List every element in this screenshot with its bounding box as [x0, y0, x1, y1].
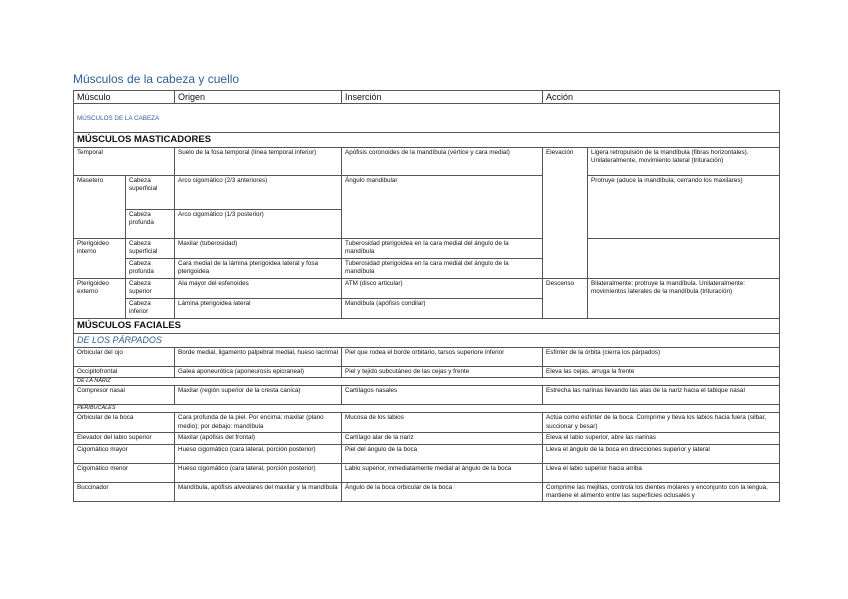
subsection-faciales: MÚSCULOS FACIALES — [74, 319, 780, 334]
muscle-head: Cabeza superficial — [126, 239, 175, 259]
muscle-accion: Protruye (aduce la mandíbula, cerrando los maxilares) — [588, 176, 780, 239]
muscle-insercion: Mandíbula (apófisis condilar) — [342, 299, 543, 319]
section-row — [74, 104, 780, 133]
table-row — [74, 176, 780, 210]
muscle-name: Cigomático menor — [74, 463, 175, 482]
muscles-table — [73, 90, 780, 502]
group-parpados: DE LOS PÁRPADOS — [74, 334, 780, 348]
muscle-origen: Borde medial, ligamento palpebral medial, hueso lacrimal — [175, 348, 342, 367]
muscle-head: Cabeza profunda — [126, 210, 175, 239]
muscle-head: Cabeza superficial — [126, 176, 175, 210]
muscle-origen: Mandíbula, apófisis alveolares del maxilar y la mandíbula — [175, 482, 342, 502]
muscle-head: Cabeza inferior — [126, 299, 175, 319]
muscle-origen: Hueso cigomático (cara lateral, porción posterior) — [175, 463, 342, 482]
muscle-accion: Lleva el labio superior hacia arriba — [543, 463, 780, 482]
muscle-head: Cabeza profunda — [126, 259, 175, 279]
muscle-accion: Estrecha las narinas llevando las alas de la nariz hacia el tabique nasal — [543, 386, 780, 405]
subsection-row — [74, 319, 780, 334]
muscle-accion: Actúa como esfínter de la boca. Comprime y lleva los labios hacia fuera (silbar, succionar y besar) — [543, 413, 780, 433]
muscle-insercion: Piel y tejido subcutáneo de las cejas y frente — [342, 367, 543, 378]
table-header-row — [74, 91, 780, 104]
table-row — [74, 413, 780, 433]
muscle-name: Cigomático mayor — [74, 444, 175, 463]
muscle-name: Buccinador — [74, 482, 175, 502]
muscle-insercion: Tuberosidad pterigoidea en la cara medial del ángulo de la mandíbula — [342, 239, 543, 259]
muscle-accion: Eleva las cejas, arruga la frente — [543, 367, 780, 378]
muscle-origen: Maxilar (apófisis del frontal) — [175, 433, 342, 444]
muscle-origen: Hueso cigomático (cara lateral, porción posterior) — [175, 444, 342, 463]
muscle-origen: Cara profunda de la piel. Por encima: maxilar (plano medio); por debajo: mandíbula — [175, 413, 342, 433]
muscle-origen: Galea aponeurótica (aponeurosis epicraneal) — [175, 367, 342, 378]
muscle-name: Masetero — [74, 176, 126, 239]
muscle-origen: Arco cigomático (1/3 posterior) — [175, 210, 342, 239]
muscle-origen: Ala mayor del esfenoides — [175, 279, 342, 299]
header-insercion: Inserción — [342, 91, 543, 104]
muscle-origen: Suelo de la fosa temporal (línea temporal inferior) — [175, 148, 342, 176]
muscle-name: Elevador del labio superior — [74, 433, 175, 444]
table-row — [74, 444, 780, 463]
table-row — [74, 482, 780, 502]
muscle-insercion: Piel que rodea el borde orbitario, tarsos superiore inferior — [342, 348, 543, 367]
muscle-accion: Bilateralmente: protruye la mandíbula. Unilateralmente: movimientos laterales de la mandíbula (trituración) — [588, 279, 780, 319]
muscle-origen: Maxilar (región superior de la cresta canica) — [175, 386, 342, 405]
section-title-cabeza: MÚSCULOS DE LA CABEZA — [74, 104, 780, 133]
header-accion: Acción — [543, 91, 780, 104]
muscle-accion: Lleva el ángulo de la boca en direcciones superior y lateral — [543, 444, 780, 463]
muscle-insercion: ATM (disco articular) — [342, 279, 543, 299]
subsection-masticadores: MÚSCULOS MASTICADORES — [74, 133, 780, 148]
muscle-head: Cabeza superior — [126, 279, 175, 299]
muscle-accion: Esfínter de la órbita (cierra los párpados) — [543, 348, 780, 367]
muscle-insercion: Mucosa de los labios — [342, 413, 543, 433]
muscle-origen: Maxilar (tuberosidad) — [175, 239, 342, 259]
group-row — [74, 405, 780, 413]
muscle-insercion: Cartílagos nasales — [342, 386, 543, 405]
muscle-insercion: Tuberosidad pterigoidea en la cara medial del ángulo de la mandíbula — [342, 259, 543, 279]
group-peribucales: PERIBUCALES — [74, 405, 780, 413]
muscle-insercion: Ángulo de la boca orbicular de la boca — [342, 482, 543, 502]
table-row — [74, 386, 780, 405]
group-row — [74, 378, 780, 386]
muscle-insercion: Labio superior, inmediatamente medial al ángulo de la boca — [342, 463, 543, 482]
action-group-descenso: Descenso — [543, 279, 588, 319]
muscle-origen: Lámina pterigoidea lateral — [175, 299, 342, 319]
muscle-name: Temporal — [74, 148, 175, 176]
muscle-accion: Eleva el labio superior, abre las narinas — [543, 433, 780, 444]
table-row — [74, 463, 780, 482]
muscle-name: Compresor nasal — [74, 386, 175, 405]
action-group-elevacion: Elevación — [543, 148, 588, 279]
header-origen: Origen — [175, 91, 342, 104]
muscle-accion: Comprime las mejillas, controla los dientes molares y enconjunto con la lengua, mantiene el alimento entre las superficies oclusales y — [543, 482, 780, 502]
muscle-name: Pterigoideo interno — [74, 239, 126, 279]
group-nariz: DE LA NARIZ — [74, 378, 780, 386]
muscle-name: Occipitofrontal — [74, 367, 175, 378]
muscle-insercion: Piel del ángulo de la boca — [342, 444, 543, 463]
muscle-name: Pterigoideo externo — [74, 279, 126, 319]
table-row — [74, 348, 780, 367]
muscle-accion: Ligera retropulsión de la mandíbula (fibras horizontales). Unilateralmente, movimiento lateral (trituración) — [588, 148, 780, 176]
table-row — [74, 239, 780, 259]
header-musculo: Músculo — [74, 91, 175, 104]
table-row — [74, 367, 780, 378]
table-row — [74, 148, 780, 176]
subsection-row — [74, 133, 780, 148]
muscle-name: Orbicular de la boca — [74, 413, 175, 433]
muscle-insercion: Cartílago alar de la nariz — [342, 433, 543, 444]
table-row — [74, 279, 780, 299]
muscle-origen: Cara medial de la lámina pterigoidea lateral y fosa pterigoidea — [175, 259, 342, 279]
group-row — [74, 334, 780, 348]
table-row — [74, 433, 780, 444]
muscle-insercion: Apófisis coronoides de la mandíbula (vértice y cara medial) — [342, 148, 543, 176]
muscle-name: Orbicular del ojo — [74, 348, 175, 367]
document-title: Músculos de la cabeza y cuello — [73, 72, 240, 86]
muscle-insercion: Ángulo mandibular — [342, 176, 543, 239]
muscle-accion-empty — [588, 239, 780, 279]
muscle-origen: Arco cigomático (2/3 anteriores) — [175, 176, 342, 210]
